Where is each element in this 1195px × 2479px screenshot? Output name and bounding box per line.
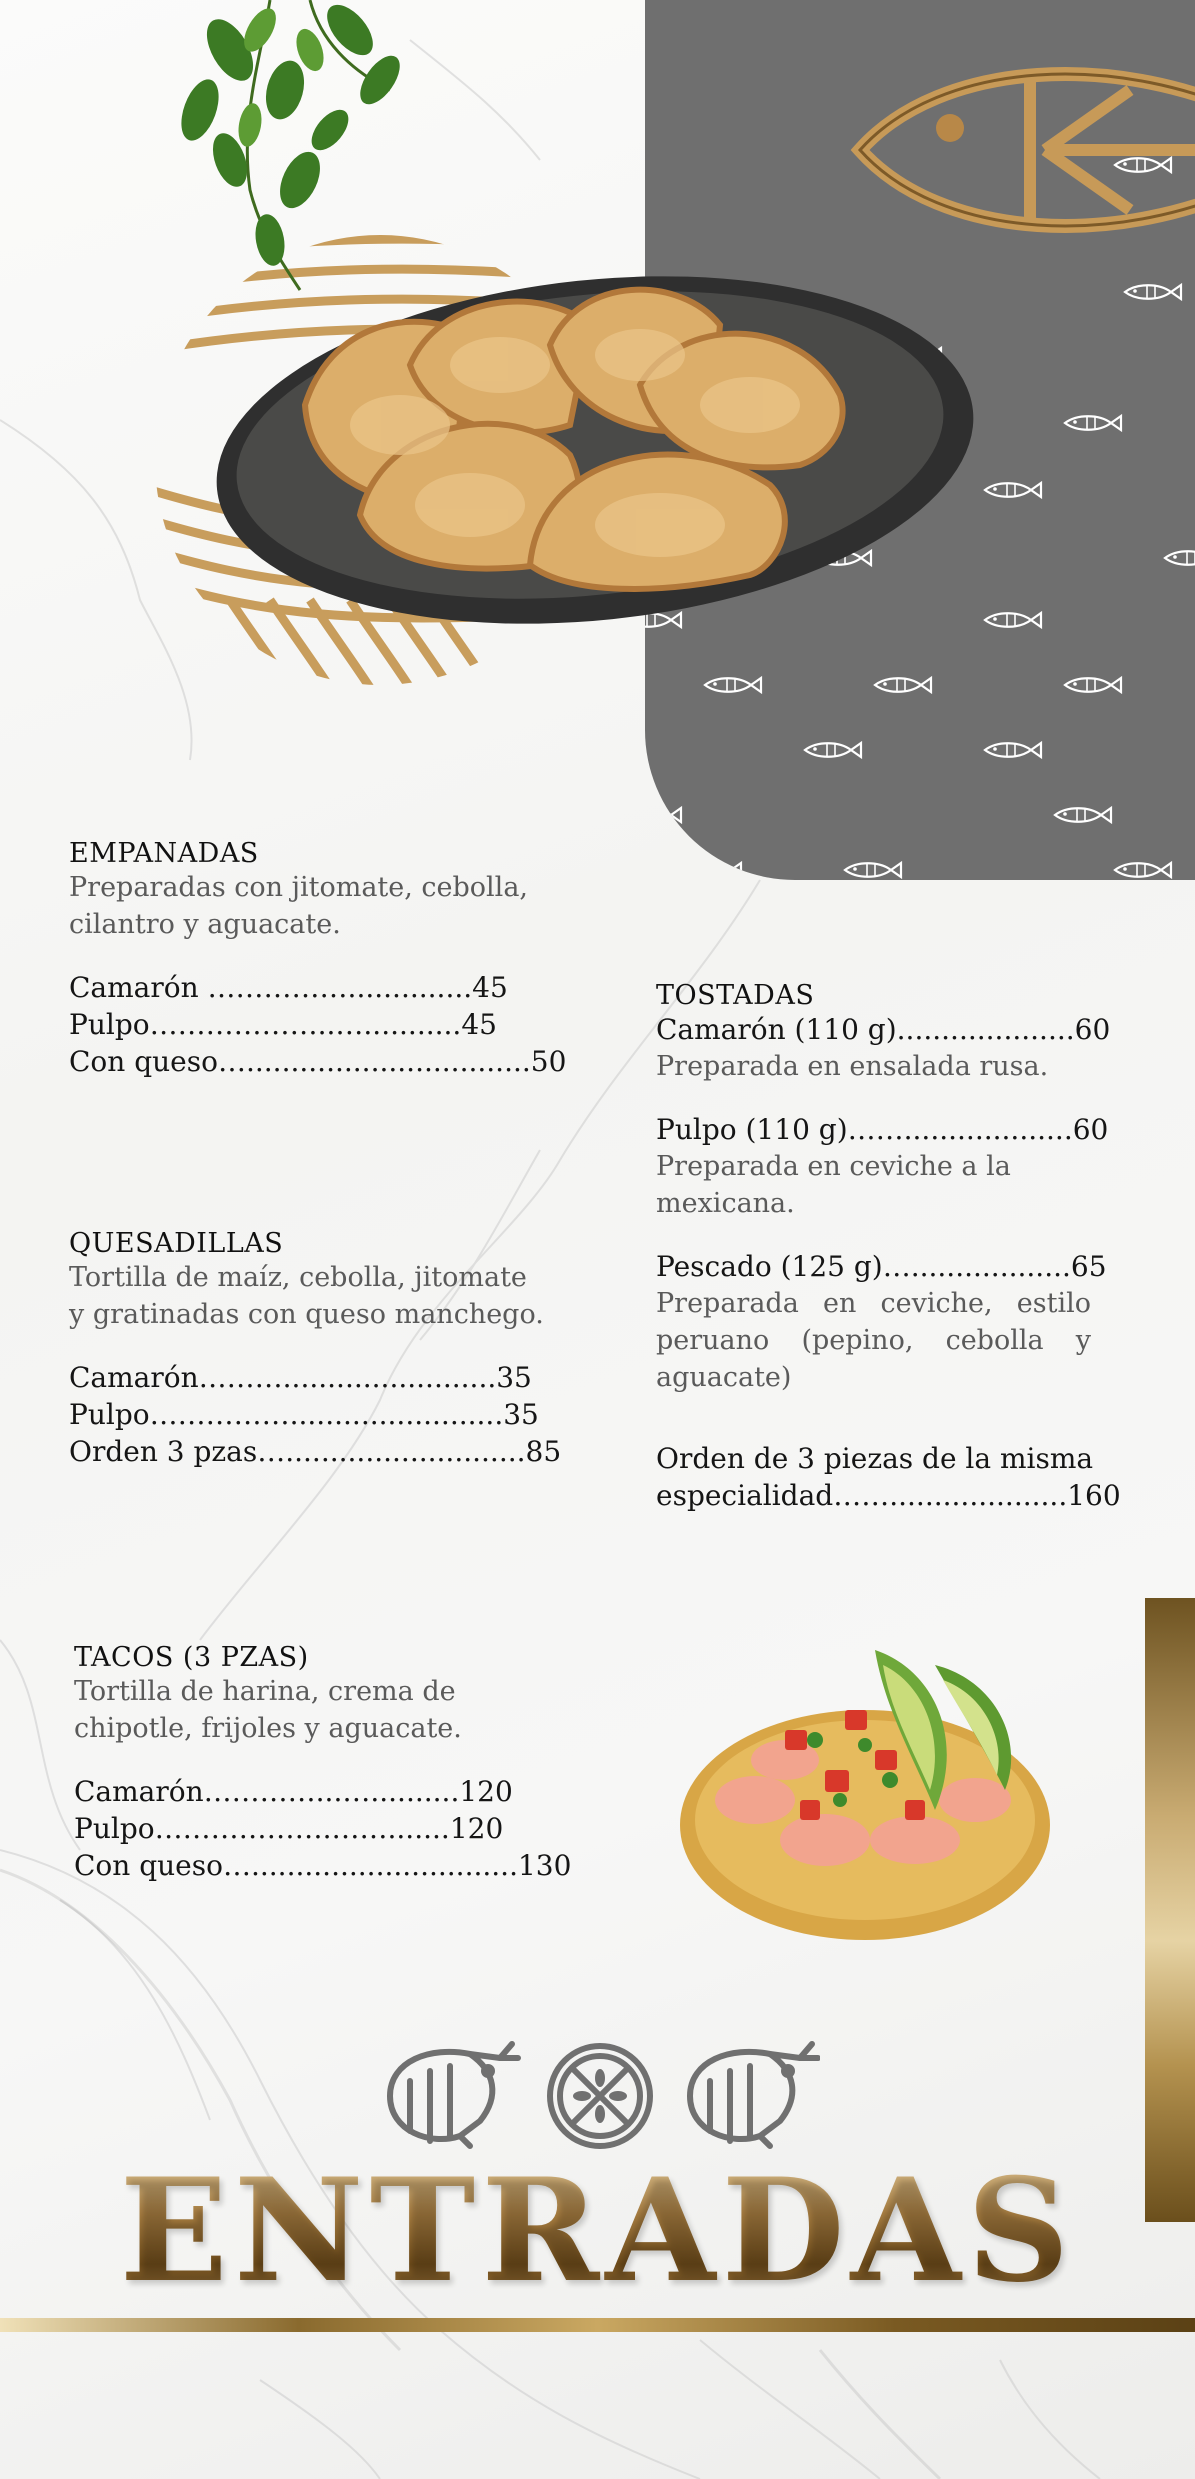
empanadas-title: EMPANADAS <box>69 838 259 869</box>
gold-divider-line <box>0 2318 1195 2332</box>
shrimp-icon <box>690 2044 818 2146</box>
gold-bar-decoration <box>1145 1598 1195 2222</box>
tostadas-title: TOSTADAS <box>656 980 815 1011</box>
tostada-ceviche-image <box>675 1640 1055 1950</box>
tostadas-section <box>656 980 1121 1514</box>
menu-item-empanada-pulpo: Pulpo………………..…...........45 <box>69 1008 497 1041</box>
gold-fish-logo <box>860 74 1195 226</box>
empanadas-plate-image <box>210 255 980 645</box>
tostadas-combo-line1: Orden de 3 piezas de la misma <box>656 1442 1094 1475</box>
menu-item-taco-pulpo: Pulpo……………….…….......120 <box>74 1812 504 1845</box>
empanadas-desc-line1: Preparadas con jitomate, cebolla, <box>69 872 528 903</box>
menu-item-empanada-camaron: Camarón ……………..............45 <box>69 971 508 1004</box>
tostada-camaron-desc: Preparada en ensalada rusa. <box>656 1051 1049 1082</box>
page-title: ENTRADAS <box>0 2148 1195 2314</box>
shrimp-icon <box>390 2044 518 2146</box>
menu-item-quesadilla-camaron: Camarón………........................35 <box>69 1361 532 1394</box>
empanadas-section <box>69 838 589 1080</box>
menu-item-taco-queso: Con queso…..............................130 <box>74 1849 572 1882</box>
tacos-desc-line1: Tortilla de harina, crema de <box>74 1676 456 1707</box>
menu-item-tostada-pescado: Pescado (125 g)…..................65 <box>656 1250 1107 1283</box>
empanadas-desc-line2: cilantro y aguacate. <box>69 909 341 940</box>
menu-item-empanada-queso: Con queso…................................50 <box>69 1045 567 1078</box>
tacos-desc-line2: chipotle, frijoles y aguacate. <box>74 1713 462 1744</box>
lime-slice-icon <box>550 2046 650 2146</box>
tostada-pulpo-desc: Preparada en ceviche a la mexicana. <box>656 1151 1011 1219</box>
menu-item-quesadilla-orden: Orden 3 pzas…...........................85 <box>69 1435 562 1468</box>
quesadillas-desc-line2: y gratinadas con queso manchego. <box>69 1299 544 1330</box>
menu-item-tostada-pulpo: Pulpo (110 g)……...................60 <box>656 1113 1109 1146</box>
quesadillas-section <box>69 1228 609 1470</box>
menu-item-tostada-camaron: Camarón (110 g)....................60 <box>656 1013 1111 1046</box>
quesadillas-title: QUESADILLAS <box>69 1228 284 1259</box>
menu-item-quesadilla-pulpo: Pulpo……………........................35 <box>69 1398 539 1431</box>
footer-icons <box>380 2036 820 2156</box>
menu-item-taco-camaron: Camarón…………...…..........120 <box>74 1775 513 1808</box>
quesadillas-desc-line1: Tortilla de maíz, cebolla, jitomate <box>69 1262 527 1293</box>
tostadas-combo-line2: especialidad……....................160 <box>656 1479 1121 1512</box>
tacos-section <box>74 1642 574 1884</box>
tacos-title: TACOS (3 PZAS) <box>74 1642 309 1673</box>
tostada-pescado-desc: Preparada en ceviche, estilo peruano (pepino, cebolla y aguacate) <box>656 1288 1091 1393</box>
